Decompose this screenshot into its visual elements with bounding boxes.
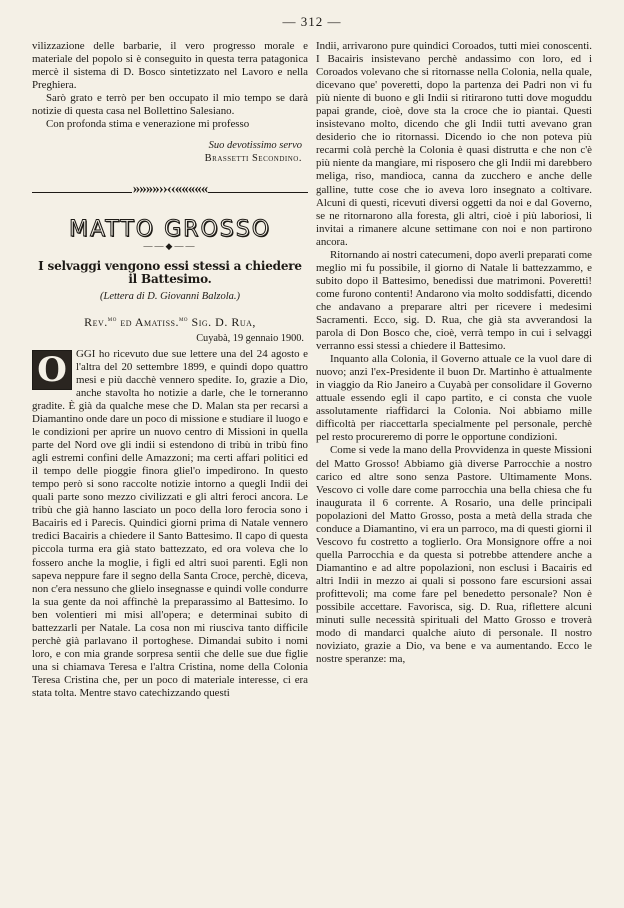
intro-paragraph-3: Con profonda stima e venerazione mi professo <box>46 118 250 131</box>
closing-formula: Suo devotissimo servo <box>208 140 302 152</box>
letter-body: GGI ho ricevuto due sue lettere una del 24 agosto e l'altra del 20 settembre 1899, e quindi dopo quattro mesi e più dacchè vennero spedite. Io, grazie a Dio, anche stavolta ho notizie a darle, che le torneranno gradite. È già da qualche mese che D. Malan sta per recarsi a Diamantino onde dare un poco di missione e studiare il luogo e le condizioni per aprire un nuovo centro di Missioni in quella parte del Nord ove gli indii si estendono di tribù in tribù fino agli estremi confini delle Amazzoni; ma certi affari politici ed il tempo delle pioggie finora gliel'o impedirono. In questo tempo però si sono raccolte notizie intorno a quegli Indii dei quali parte sono mezzo civilizzati e gli altri feroci ancora. Le tribù che già hanno lasciato un poco della loro ferocia sono i Bacairis ed i Parecis. Quindici giorni prima di Natale vennero tredici Bacairis a chiedere il Santo Battesimo. Il capo di questa piccola turma era già stato battezzato, ed ora voleva che lo fossero anche la moglie, i figli ed altri suoi parenti. Egli non sapeva neppure fare il segno della Santa Croce, perchè, diceva, non c'era nessuno che glielo insegnasse e quindi volle condurre la sua gente da noi affinchè la preparassimo al Battesimo. Io ben volentieri mi misi all'opera; e determinai subito di battezzarli per Natale. La cosa non mi riusciva tanto difficile perchè già parlavano il portoghese. Dimandai subito i nomi loro, e con mia grande sorpresa sentii che delle sue due figlie una si chiamava Teresa e l'altra Cristina, nome della Colonia Teresa Cristina che, per un poco di materiale interesse, ci era stata tolta. Mentre stavo catechizzando questi <box>32 347 308 699</box>
article-headline: I selvaggi vengono essi stessi a chiedere il Battesimo. <box>38 258 302 286</box>
fleuron-icon: »»»»››‹‹««««« <box>132 181 208 198</box>
right-paragraph-3: Inquanto alla Colonia, il Governo attuale ce la vuol dare di nuovo; anzi l'ex-Presidente il buon Dr. Martinho è attualmente in viaggio da Rio Janeiro a Cuyabà per consolidare il Governo attuale essendo egli il capo partito, e ci consta che vuole assolutamente riaffidarci la Colonia. Noi abbiamo mille difficoltà per riaccettarla specialmente pel personale, perchè pel resto procureremo di porre le opportune condizioni. <box>316 353 592 444</box>
intro-paragraph-1: vilizzazione delle barbarie, il vero progresso morale e materiale del popolo si è conseguito in questa terra patagonica mercè il sistema di D. Bosco sintetizzato nel Lavoro e nella Preghiera. <box>32 40 308 92</box>
left-column <box>32 40 308 700</box>
right-paragraph-4: Come si vede la mano della Provvidenza in queste Missioni del Matto Grosso! Abbiamo già diverse Parrocchie a nostro carico ed altre sono senza Pastore. Ultimamente Mons. Vescovo ci volle dare come parrocchia una bella chiesa che fu inaugurata il 6 corrente. A Rosario, una delle principali popolazioni del Matto Grosso, posta a metà della strada che conduce a Diamantino, vi era un parroco, ma di questi giorni il Vescovo fu costretto a toglierlo. Ora Monsignore offre a noi quella Parrocchia e da questa si potrebbe attendere anche a Diamantino e ad altre popolazioni, non esclusi i Bacairis ed altri Indii in mezzo ai quali si possono fare escursioni assai profittevoli; ma come fare pel benedetto personale? Non è possibile accettare. Favorisca, sig. D. Rua, riflettere alcuni minuti sulle necessità spirituali del Matto Grosso e troverà modo di mandarci qualche aiuto di personale. Il nostro noviziato, grazie a Dio, va bene e va aumentando. Ecco le nostre speranze: ma, <box>316 444 592 666</box>
small-ornament-icon: ——◆—— <box>143 241 197 252</box>
page-number: — 312 — <box>282 14 342 29</box>
right-paragraph-1: Indii, arrivarono pure quindici Coroados, tutti miei conoscenti. I Bacairis insistevano perchè andassimo con loro, ed i Coroados volevano che si ritornasse nella Colonia, nella quale, dicevano que' poveretti, dopo la partenza dei Padri non vi fu più niente di buono e gli Indii si ritirarono tutti dove moguddu papai grande, cioè, dove sta la croce che io piantai. Questi insistevano molto, dicendo che gli Indii tutti avevano gran desiderio che io ritornassi. Dicendo io che non poteva più recarmi colà perchè la Colonia è quasi distrutta e che non c'è più niente da mangiare, mi risposero che gli Indii mi darebbero meliga, riso, mandioca, canna da zucchero e anche delle galline, tutte cose che io aveva loro insegnato a coltivare. Alcuni di questi, ricevuti diversi oggetti da noi e dal Governo, se ne ritornarono alla foresta, gli altri, cioè i più laboriosi, li invitai a rimanere alcune settimane con noi e non partirono ancora. <box>316 40 592 248</box>
ornament-divider <box>32 173 308 213</box>
right-paragraph-2: Ritornando ai nostri catecumeni, dopo averli preparati come meglio mi fu possibile, il giorno di Natale li battezzammo, e subito dopo il Battesimo, benedissi due matrimoni. Poveretti! come furono contenti! Andarono via molto soddisfatti, dicendo che andavano a preparare altri per ricevere i medesimi Sacramenti. Ecco, sig. D. Rua, che già sta avverandosi la parola di Don Bosco che, cioè, verrà tempo in cui i selvaggi verranno essi stessi a chiedere il Battesimo. <box>316 248 592 353</box>
signature-name: Brassetti Secondino. <box>204 153 302 165</box>
signature-block <box>32 139 302 165</box>
section-title: MATTO GROSSO <box>68 217 272 243</box>
right-column <box>316 40 592 666</box>
intro-paragraph-2: Sarò grato e terrò per ben occupato il mio tempo se darà notizie di questa casa nel Bollettino Salesiano. <box>32 92 308 118</box>
divider-line-right <box>208 192 308 193</box>
salutation: Rev.$^{mo}$ ed Amatiss.$^{mo}$ Sig. D. Rua, <box>84 314 256 329</box>
dateline: Cuyabà, 19 gennaio 1900. <box>196 332 304 344</box>
article-byline: (Lettera di D. Giovanni Balzola.) <box>100 290 240 302</box>
dropcap-letter: O <box>32 350 72 390</box>
letter-paragraph <box>32 348 308 700</box>
